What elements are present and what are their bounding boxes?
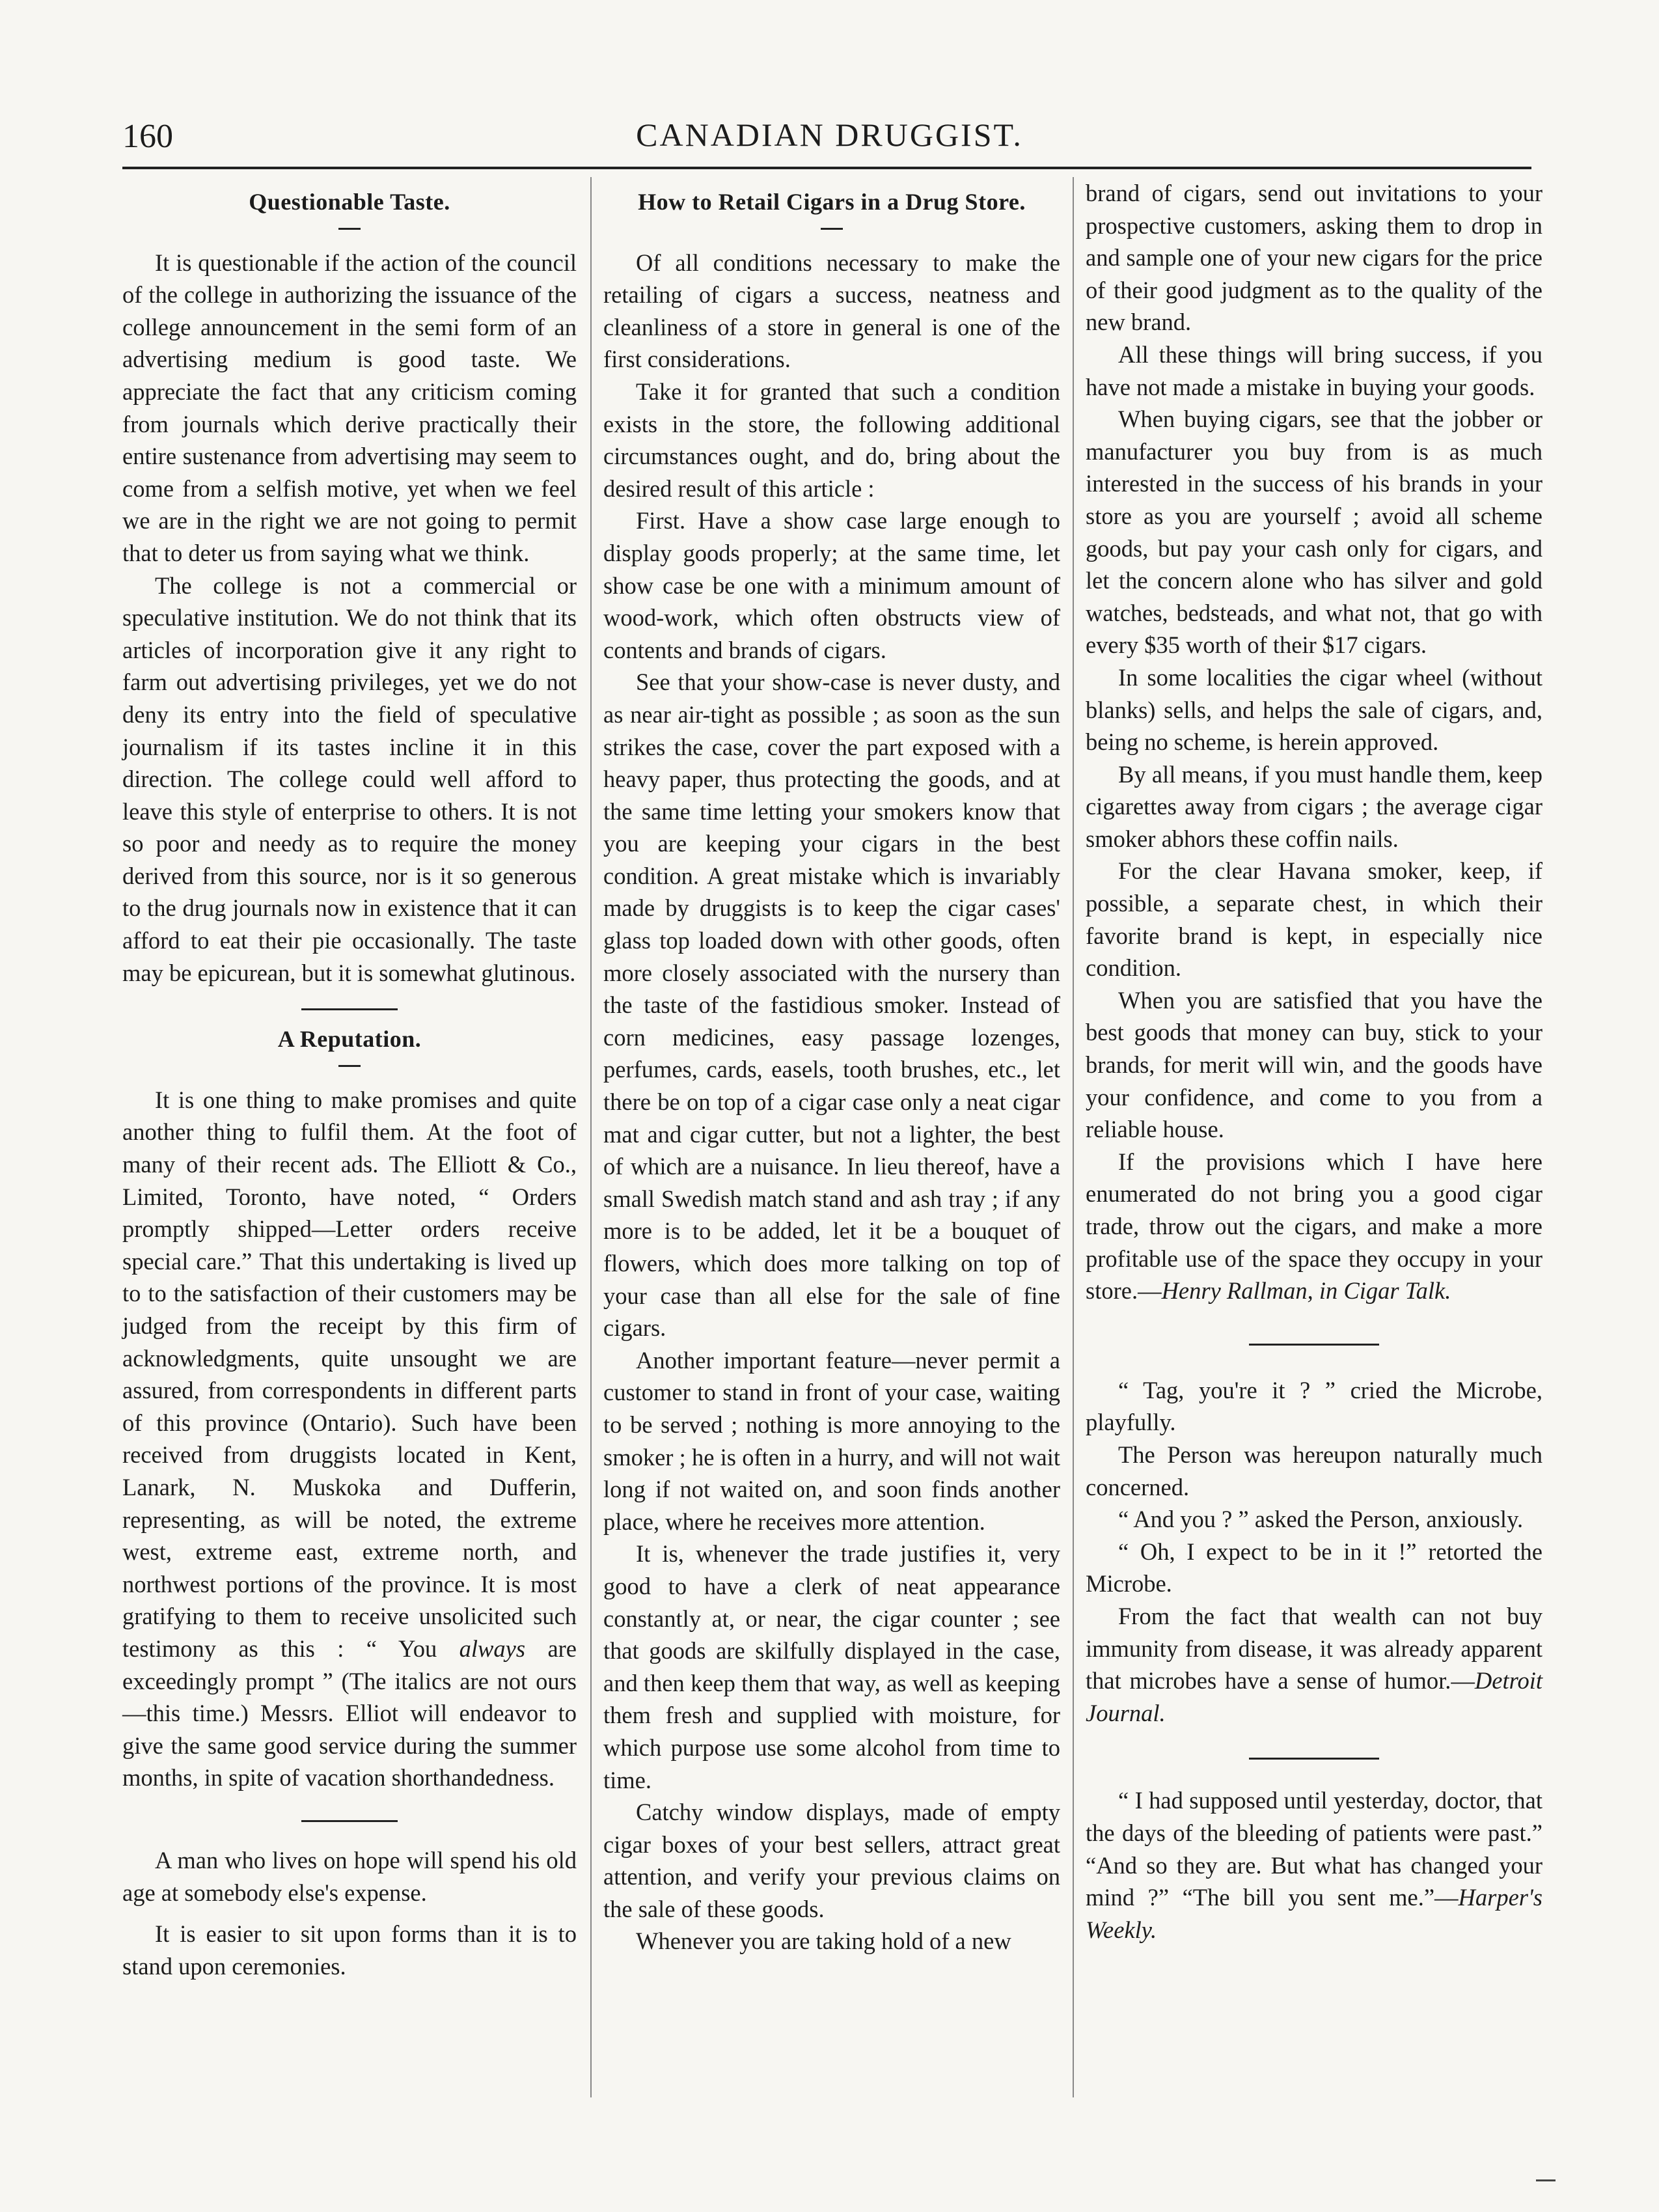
paragraph: The Person was hereupon naturally much concerned. <box>1086 1441 1542 1500</box>
column-divider <box>590 177 592 2097</box>
column-2 <box>603 177 1060 1957</box>
header-rule <box>122 167 1531 169</box>
title-dash <box>821 228 843 230</box>
article-title: A Reputation. <box>277 1026 422 1053</box>
paragraph: In some localities the cigar wheel (without blanks) sells, and helps the sale of cigars, and, being no scheme, is herein approved. <box>1086 663 1542 756</box>
article-title: Questionable Taste. <box>249 189 450 215</box>
paragraph: Of all conditions necessary to make the retailing of cigars a success, neatness and cleanliness of a store in general is one of the first considerations. <box>603 249 1060 373</box>
paragraph: It is, whenever the trade justifies it, very good to have a clerk of neat appearance constantly at, or near, the cigar counter ; see that goods are skilfully displayed in the case, and then keep them that way, as well as keeping them fresh and supplied with moisture, for which purpose use some alcohol from time to time. <box>603 1540 1060 1793</box>
paragraph: Take it for granted that such a condition exists in the store, the following additional circumstances ought, and do, bring about the desired result of this article : <box>603 378 1060 502</box>
paragraph: First. Have a show case large enough to display goods properly; at the same time, let show case be one with a minimum amount of wood-work, which often obstructs view of contents and brands of cigars. <box>603 507 1060 663</box>
paragraph: Another important feature—never permit a customer to stand in front of your case, waiting to be served ; nothing is more annoying to the smoker ; he is often in a hurry, and will not wait long if not waited on, and soon finds another place, where he receives more attention. <box>603 1346 1060 1535</box>
paragraph: For the clear Havana smoker, keep, if possible, a separate chest, in which their favorite brand is kept, in especially nice condition. <box>1086 857 1542 982</box>
italic-word: always <box>459 1635 526 1662</box>
article-title: How to Retail Cigars in a Drug Store. <box>638 189 1026 215</box>
column-1 <box>122 177 577 1982</box>
paragraph: “ Oh, I expect to be in it !” retorted the Microbe. <box>1086 1538 1542 1597</box>
paragraph: “ And you ? ” asked the Person, anxiously. <box>1118 1506 1524 1533</box>
paragraph: When you are satisfied that you have the best goods that money can buy, stick to your brands, for merit will win, and the goods have your confidence, and come to you from a reliable house. <box>1086 986 1542 1143</box>
paragraph: All these things will bring success, if you have not made a mistake in buying your goods. <box>1086 340 1542 400</box>
attribution: Henry Rallman, in Cigar Talk. <box>1161 1277 1451 1305</box>
paragraph: Catchy window displays, made of empty cigar boxes of your best sellers, attract great attention, and verify your previous claims on the sale of these goods. <box>603 1799 1060 1922</box>
text-run: are exceedingly prompt ” (The italics are not ours—this time.) Messrs. Elliot will endeavor to give the same good service during the summer months, in spite of vacation shorthandedness. <box>122 1635 577 1791</box>
paragraph <box>1086 1784 1542 1946</box>
paragraph: It is questionable if the action of the council of the college in authorizing the issuance of the college announcement in the semi form of an advertising medium is good taste. We appreciate the fact that any criticism coming from journals which derive practically their entire sustenance from advertising may seem to come from a selfish motive, yet when we feel we are in the right we are not going to permit that to deter us from saying what we think. <box>122 249 577 566</box>
attribution: Harper's Weekly. <box>1086 1884 1542 1943</box>
paragraph: When buying cigars, see that the jobber or manufacturer you buy from is as much interested in the success of his brands in your store as you are yourself ; avoid all scheme goods, but pay your cash only for cigars, and let the concern alone who has silver and gold watches, bedsteads, and what not, that go with every $35 worth of their $17 cigars. <box>1086 406 1542 659</box>
section-rule <box>1249 1758 1379 1760</box>
paragraph <box>122 1084 577 1794</box>
text-run: “ I had supposed until yesterday, doctor, that the days of the bleeding of patients were past.” “And so they are. But what has changed your mind ?” “The bill you sent me.”— <box>1086 1787 1542 1911</box>
page-number: 160 <box>122 118 173 155</box>
title-dash <box>338 1065 361 1067</box>
section-rule <box>301 1820 398 1822</box>
paragraph: “ Tag, you're it ? ” cried the Microbe, playfully. <box>1086 1376 1542 1436</box>
paragraph: It is easier to sit upon forms than it is to stand upon ceremonies. <box>122 1920 577 1980</box>
paragraph <box>1086 1146 1542 1307</box>
paragraph: brand of cigars, send out invitations to your prospective customers, asking them to drop in and sample one of your new cigars for the price of their good judgment as to the quality of the new brand. <box>1086 180 1542 336</box>
section-rule <box>1249 1344 1379 1346</box>
paragraph: By all means, if you must handle them, keep cigarettes away from cigars ; the average cigar smoker abhors these coffin nails. <box>1086 760 1542 852</box>
journal-title: CANADIAN DRUGGIST. <box>636 117 1023 153</box>
section-rule <box>301 1008 398 1010</box>
paragraph <box>1086 1600 1542 1729</box>
paragraph: Whenever you are taking hold of a new <box>636 1928 1011 1955</box>
paragraph: A man who lives on hope will spend his old age at somebody else's expense. <box>122 1846 577 1906</box>
attribution: Detroit Journal. <box>1086 1667 1542 1726</box>
column-3 <box>1086 177 1542 1946</box>
text-run: If the provisions which I have here enumerated do not bring you a good cigar trade, throw out the cigars, and make a more profitable use of the space they occupy in your store.— <box>1086 1148 1542 1305</box>
paragraph: See that your show-case is never dusty, and as near air-tight as possible ; as soon as the sun strikes the case, cover the part exposed with a heavy paper, thus protecting the goods, and at the same time letting your smokers know that you are keeping your cigars in the best condition. A great mistake which is invariably made by druggists is to keep the cigar cases' glass top loaded down with other goods, often more closely associated with the nursery than the taste of the fastidious smoker. Instead of corn medicines, easy passage lozenges, perfumes, cards, easels, tooth brushes, etc., let there be on top of a cigar case only a neat cigar mat and cigar cutter, but not a lighter, the best of which are a nuisance. In lieu thereof, have a small Swedish match stand and ash tray ; if any more is to be added, let it be a bouquet of flowers, which does more talking on top of your case than all else for the sale of fine cigars. <box>603 669 1060 1342</box>
text-run: It is one thing to make promises and quite another thing to fulfil them. At the foot of many of their recent ads. The Elliott & Co., Limited, Toronto, have noted, “ Orders promptly shipped—Letter orders receive special care.” That this undertaking is lived up to to the satisfaction of their customers may be judged from the receipt by this firm of acknowledgments, quite unsought we are assured, from correspondents in different parts of this province (Ontario). Such have been received from druggists located in Kent, Lanark, N. Muskoka and Dufferin, representing, as will be noted, the extreme west, extreme east, extreme north, and northwest portions of the province. It is most gratifying to them to receive unsolicited such testimony as this : “ You <box>122 1086 577 1662</box>
column-divider <box>1073 177 1074 2097</box>
title-dash <box>338 228 361 230</box>
text-run: From the fact that wealth can not buy immunity from disease, it was already apparent that microbes have a sense of humor.— <box>1086 1602 1542 1694</box>
paragraph: The college is not a commercial or speculative institution. We do not think that its articles of incorporation give it any right to farm out advertising privileges, yet we do not deny its entry into the field of speculative journalism if its tastes incline it in this direction. The college could well afford to leave this style of enterprise to others. It is not so poor and needy as to require the money derived from this source, nor is it so generous to the drug journals now in existence that it can afford to eat their pie occasionally. The taste may be epicurean, but it is somewhat glutinous. <box>122 572 577 986</box>
page-speck <box>1536 2179 1556 2181</box>
